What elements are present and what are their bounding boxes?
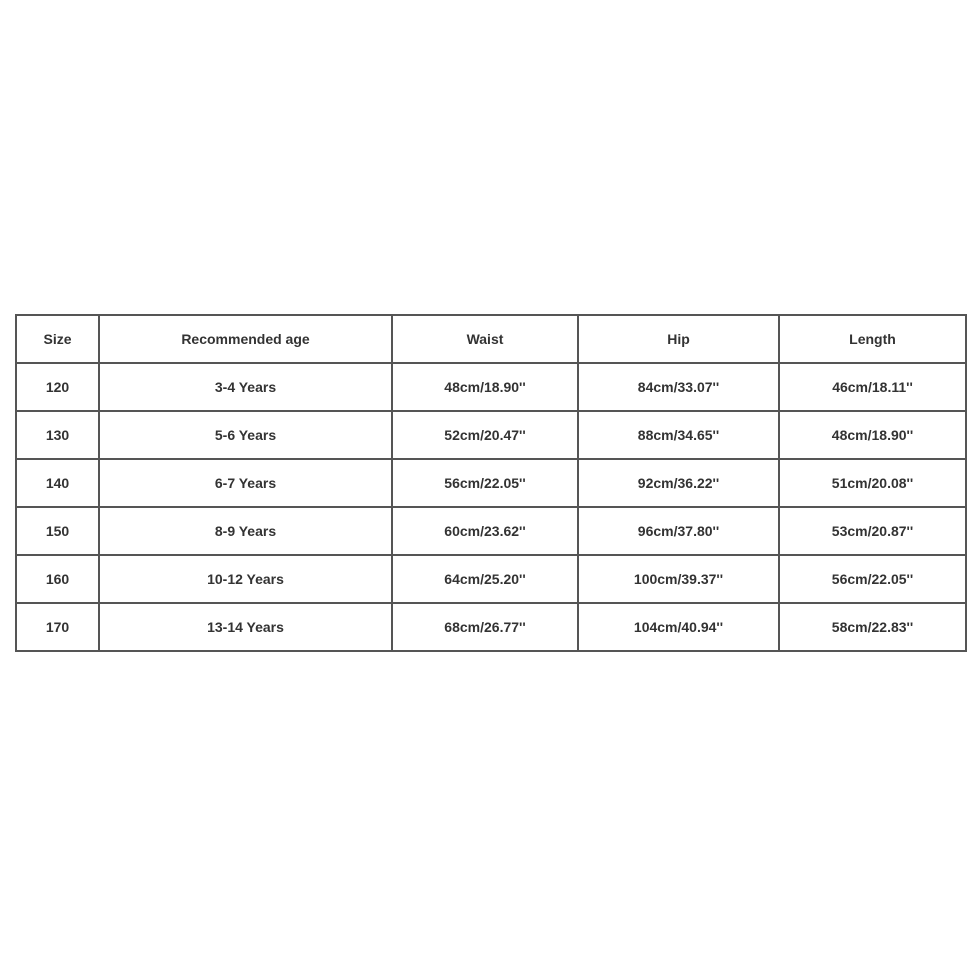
size-chart-table (15, 314, 967, 652)
header-hip: Hip (578, 315, 779, 363)
cell-size: 140 (16, 459, 99, 507)
table-row (16, 555, 966, 603)
table-row (16, 363, 966, 411)
table-row (16, 459, 966, 507)
cell-recommended-age: 6-7 Years (99, 459, 392, 507)
cell-hip: 88cm/34.65'' (578, 411, 779, 459)
cell-waist: 56cm/22.05'' (392, 459, 578, 507)
cell-hip: 100cm/39.37'' (578, 555, 779, 603)
table-row (16, 603, 966, 651)
cell-recommended-age: 8-9 Years (99, 507, 392, 555)
cell-recommended-age: 5-6 Years (99, 411, 392, 459)
header-recommended-age: Recommended age (99, 315, 392, 363)
cell-length: 51cm/20.08'' (779, 459, 966, 507)
cell-length: 48cm/18.90'' (779, 411, 966, 459)
table-row (16, 507, 966, 555)
cell-length: 46cm/18.11'' (779, 363, 966, 411)
cell-size: 130 (16, 411, 99, 459)
cell-hip: 92cm/36.22'' (578, 459, 779, 507)
cell-size: 120 (16, 363, 99, 411)
cell-waist: 48cm/18.90'' (392, 363, 578, 411)
cell-waist: 60cm/23.62'' (392, 507, 578, 555)
table-header-row (16, 315, 966, 363)
cell-length: 56cm/22.05'' (779, 555, 966, 603)
cell-size: 160 (16, 555, 99, 603)
cell-size: 170 (16, 603, 99, 651)
header-waist: Waist (392, 315, 578, 363)
cell-waist: 64cm/25.20'' (392, 555, 578, 603)
cell-recommended-age: 13-14 Years (99, 603, 392, 651)
cell-length: 53cm/20.87'' (779, 507, 966, 555)
cell-waist: 52cm/20.47'' (392, 411, 578, 459)
cell-size: 150 (16, 507, 99, 555)
header-length: Length (779, 315, 966, 363)
cell-recommended-age: 10-12 Years (99, 555, 392, 603)
cell-waist: 68cm/26.77'' (392, 603, 578, 651)
header-size: Size (16, 315, 99, 363)
cell-recommended-age: 3-4 Years (99, 363, 392, 411)
cell-hip: 84cm/33.07'' (578, 363, 779, 411)
cell-hip: 104cm/40.94'' (578, 603, 779, 651)
cell-length: 58cm/22.83'' (779, 603, 966, 651)
cell-hip: 96cm/37.80'' (578, 507, 779, 555)
table-row (16, 411, 966, 459)
